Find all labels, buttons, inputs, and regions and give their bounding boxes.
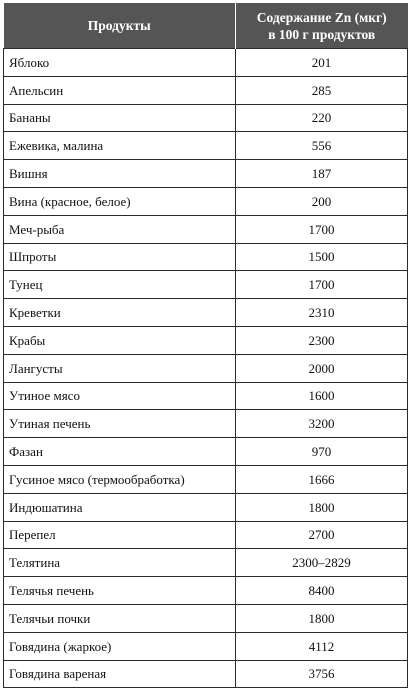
table-row [4, 660, 408, 688]
zinc-value-cell: 4112 [236, 632, 408, 660]
zinc-value-cell: 2300–2829 [236, 549, 408, 577]
zinc-value-cell: 1666 [236, 465, 408, 493]
table-row [4, 271, 408, 299]
zinc-value-cell: 1800 [236, 493, 408, 521]
product-name-cell: Шпроты [4, 243, 236, 271]
zinc-value-cell: 2310 [236, 299, 408, 327]
table-row [4, 549, 408, 577]
table-row [4, 49, 408, 77]
zinc-value-cell: 556 [236, 132, 408, 160]
header-row [4, 3, 408, 49]
zinc-value-cell: 1800 [236, 604, 408, 632]
header-zinc-content [236, 3, 408, 49]
product-name-cell: Телячья печень [4, 577, 236, 605]
table-row [4, 76, 408, 104]
table-row [4, 577, 408, 605]
product-name-cell: Фазан [4, 438, 236, 466]
product-name-cell: Лангусты [4, 354, 236, 382]
table-row [4, 104, 408, 132]
zinc-value-cell: 1700 [236, 215, 408, 243]
product-name-cell: Крабы [4, 326, 236, 354]
table-row [4, 410, 408, 438]
product-name-cell: Телятина [4, 549, 236, 577]
zinc-value-cell: 2300 [236, 326, 408, 354]
product-name-cell: Вина (красное, белое) [4, 187, 236, 215]
table-row [4, 465, 408, 493]
table-row [4, 299, 408, 327]
table-row [4, 187, 408, 215]
product-name-cell: Яблоко [4, 49, 236, 77]
product-name-cell: Апельсин [4, 76, 236, 104]
product-name-cell: Перепел [4, 521, 236, 549]
header-products: Продукты [4, 3, 236, 49]
zinc-content-table [3, 3, 408, 688]
table-row [4, 438, 408, 466]
table-row [4, 326, 408, 354]
zinc-value-cell: 3756 [236, 660, 408, 688]
header-zinc-line2: в 100 г продуктов [268, 26, 376, 42]
table-body [4, 49, 408, 688]
product-name-cell: Говядина (жаркое) [4, 632, 236, 660]
product-name-cell: Утиная печень [4, 410, 236, 438]
table-row [4, 493, 408, 521]
zinc-value-cell: 1700 [236, 271, 408, 299]
zinc-value-cell: 285 [236, 76, 408, 104]
product-name-cell: Вишня [4, 160, 236, 188]
product-name-cell: Говядина вареная [4, 660, 236, 688]
table-row [4, 521, 408, 549]
product-name-cell: Меч-рыба [4, 215, 236, 243]
product-name-cell: Тунец [4, 271, 236, 299]
zinc-value-cell: 3200 [236, 410, 408, 438]
product-name-cell: Индюшатина [4, 493, 236, 521]
zinc-value-cell: 2700 [236, 521, 408, 549]
zinc-value-cell: 200 [236, 187, 408, 215]
zinc-value-cell: 201 [236, 49, 408, 77]
zinc-value-cell: 970 [236, 438, 408, 466]
product-name-cell: Телячьи почки [4, 604, 236, 632]
table-row [4, 215, 408, 243]
table-header [4, 3, 408, 49]
product-name-cell: Бананы [4, 104, 236, 132]
table-row [4, 354, 408, 382]
table-row [4, 132, 408, 160]
product-name-cell: Креветки [4, 299, 236, 327]
header-zinc-line1: Содержание Zn (мкг) [256, 9, 387, 25]
zinc-value-cell: 1500 [236, 243, 408, 271]
table-row [4, 243, 408, 271]
table-row [4, 632, 408, 660]
zinc-value-cell: 1600 [236, 382, 408, 410]
zinc-value-cell: 2000 [236, 354, 408, 382]
zinc-value-cell: 187 [236, 160, 408, 188]
product-name-cell: Ежевика, малина [4, 132, 236, 160]
product-name-cell: Гусиное мясо (термообработка) [4, 465, 236, 493]
product-name-cell: Утиное мясо [4, 382, 236, 410]
table-row [4, 604, 408, 632]
zinc-value-cell: 220 [236, 104, 408, 132]
table-row [4, 382, 408, 410]
zinc-value-cell: 8400 [236, 577, 408, 605]
table-row [4, 160, 408, 188]
